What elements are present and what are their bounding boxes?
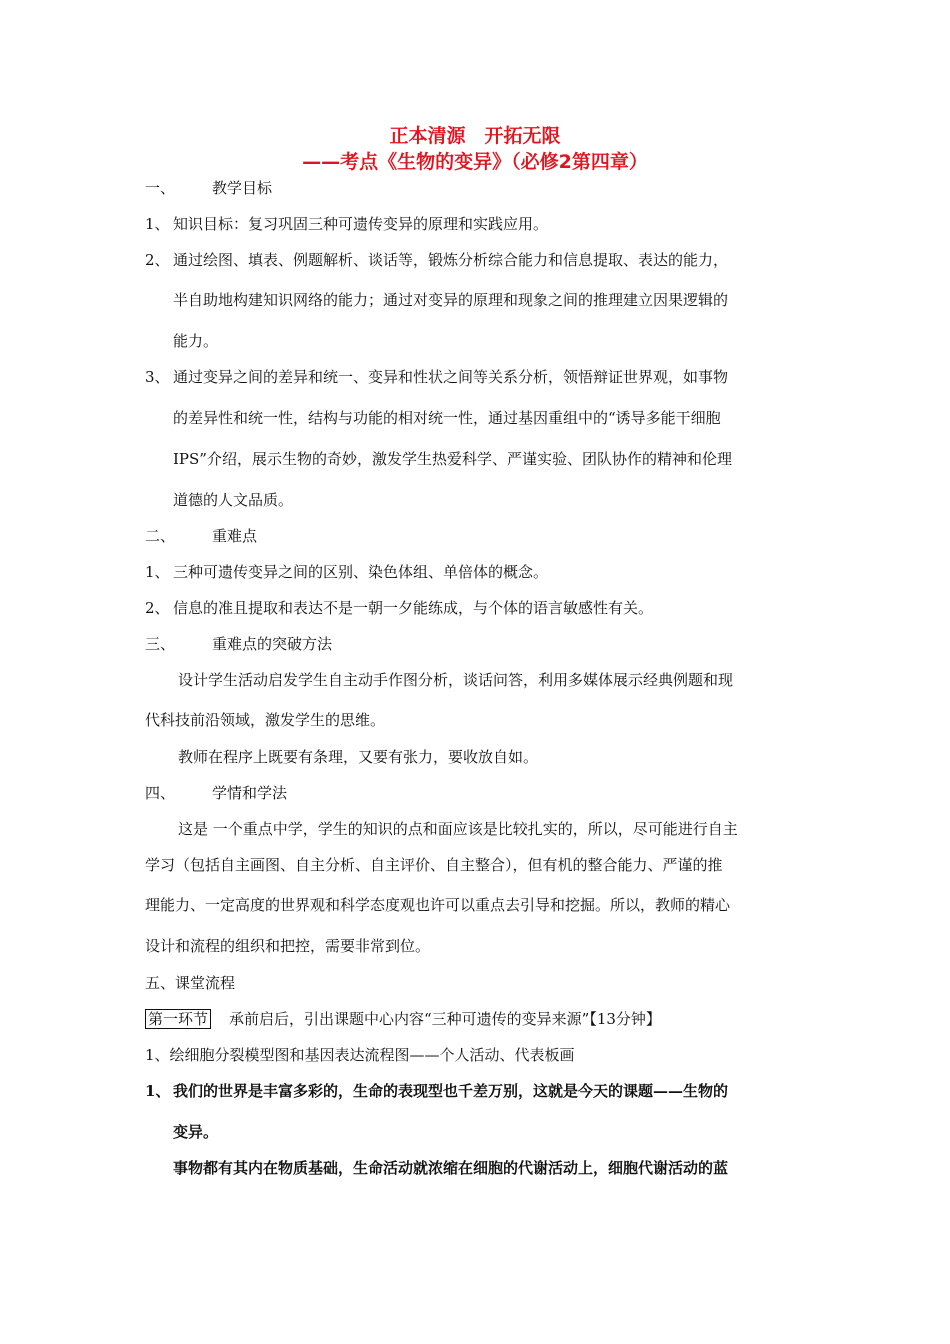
s4-para-line-3: 理能力、一定高度的世界观和科学态度观也许可以重点去引导和挖掘。所以，教师的精心 (145, 896, 731, 914)
section-4-number: 四、 (145, 784, 176, 802)
section-4-heading: 学情和学法 (212, 784, 288, 802)
doc-title: 正本清源 开拓无限 (389, 125, 561, 147)
s1-item-3-number: 3、 (145, 368, 170, 386)
s2-item-1-text: 三种可遗传变异之间的区别、染色体组、单倍体的概念。 (173, 563, 549, 581)
section-3-number: 三、 (145, 635, 176, 653)
s1-item-2-line-3: 能力。 (173, 332, 219, 350)
section-3-heading: 重难点的突破方法 (212, 635, 333, 653)
s3-para-1-line-2: 代科技前沿领域，激发学生的思维。 (145, 711, 386, 729)
s1-item-3-line-1: 通过变异之间的差异和统一、变异和性状之间等关系分析，领悟辩证世界观，如事物 (173, 368, 729, 386)
s2-item-1-number: 1、 (145, 563, 170, 581)
s2-item-2-text: 信息的准且提取和表达不是一朝一夕能练成，与个体的语言敏感性有关。 (173, 599, 654, 617)
section-5-heading: 五、课堂流程 (145, 974, 236, 992)
s1-item-3-line-4: 道德的人文品质。 (173, 491, 294, 509)
stage-1-box: 第一环节 (145, 1009, 211, 1029)
activity-1-text: 1、绘细胞分裂模型图和基因表达流程图——个人活动、代表板画 (145, 1046, 575, 1064)
s1-item-2-line-1: 通过绘图、填表、例题解析、谈话等，锻炼分析综合能力和信息提取、表达的能力， (173, 251, 729, 269)
s1-item-1-text: 知识目标：复习巩固三种可遗传变异的原理和实践应用。 (173, 215, 549, 233)
s3-para-1-line-1: 设计学生活动启发学生自主动手作图分析，谈话问答，利用多媒体展示经典例题和现 (178, 671, 734, 689)
stage-1-text: 承前启后，引出课题中心内容“三种可遗传的变异来源”【13分钟】 (229, 1010, 661, 1028)
stage-1-label (145, 1009, 211, 1029)
s1-item-1-number: 1、 (145, 215, 170, 233)
doc-subtitle: ——考点《生物的变异》（必修2第四章） (302, 151, 648, 173)
bold-item-line-3: 事物都有其内在物质基础，生命活动就浓缩在细胞的代谢活动上，细胞代谢活动的蓝 (173, 1159, 729, 1177)
bold-item-line-1: 我们的世界是丰富多彩的，生命的表现型也千差万别，这就是今天的课题——生物的 (173, 1082, 729, 1100)
bold-item-number: 1、 (145, 1082, 171, 1100)
s4-para-line-4: 设计和流程的组织和把控，需要非常到位。 (145, 937, 431, 955)
s1-item-3-line-3: IPS”介绍，展示生物的奇妙，激发学生热爱科学、严谨实验、团队协作的精神和伦理 (173, 450, 732, 468)
section-1-heading: 教学目标 (212, 179, 273, 197)
s3-para-2: 教师在程序上既要有条理，又要有张力，要收放自如。 (178, 748, 539, 766)
section-2-heading: 重难点 (212, 527, 258, 545)
bold-item-line-2: 变异。 (173, 1123, 219, 1141)
section-2-number: 二、 (145, 527, 176, 545)
s4-para-line-1: 这是 一个重点中学，学生的知识的点和面应该是比较扎实的，所以，尽可能进行自主 (178, 820, 738, 838)
section-1-number: 一、 (145, 179, 176, 197)
s4-para-line-2: 学习（包括自主画图、自主分析、自主评价、自主整合），但有机的整合能力、严谨的推 (145, 856, 723, 874)
s1-item-3-line-2: 的差异性和统一性，结构与功能的相对统一性，通过基因重组中的“诱导多能干细胞 (173, 409, 721, 427)
s1-item-2-number: 2、 (145, 251, 170, 269)
s1-item-2-line-2: 半自助地构建知识网络的能力；通过对变异的原理和现象之间的推理建立因果逻辑的 (173, 291, 729, 309)
s2-item-2-number: 2、 (145, 599, 170, 617)
